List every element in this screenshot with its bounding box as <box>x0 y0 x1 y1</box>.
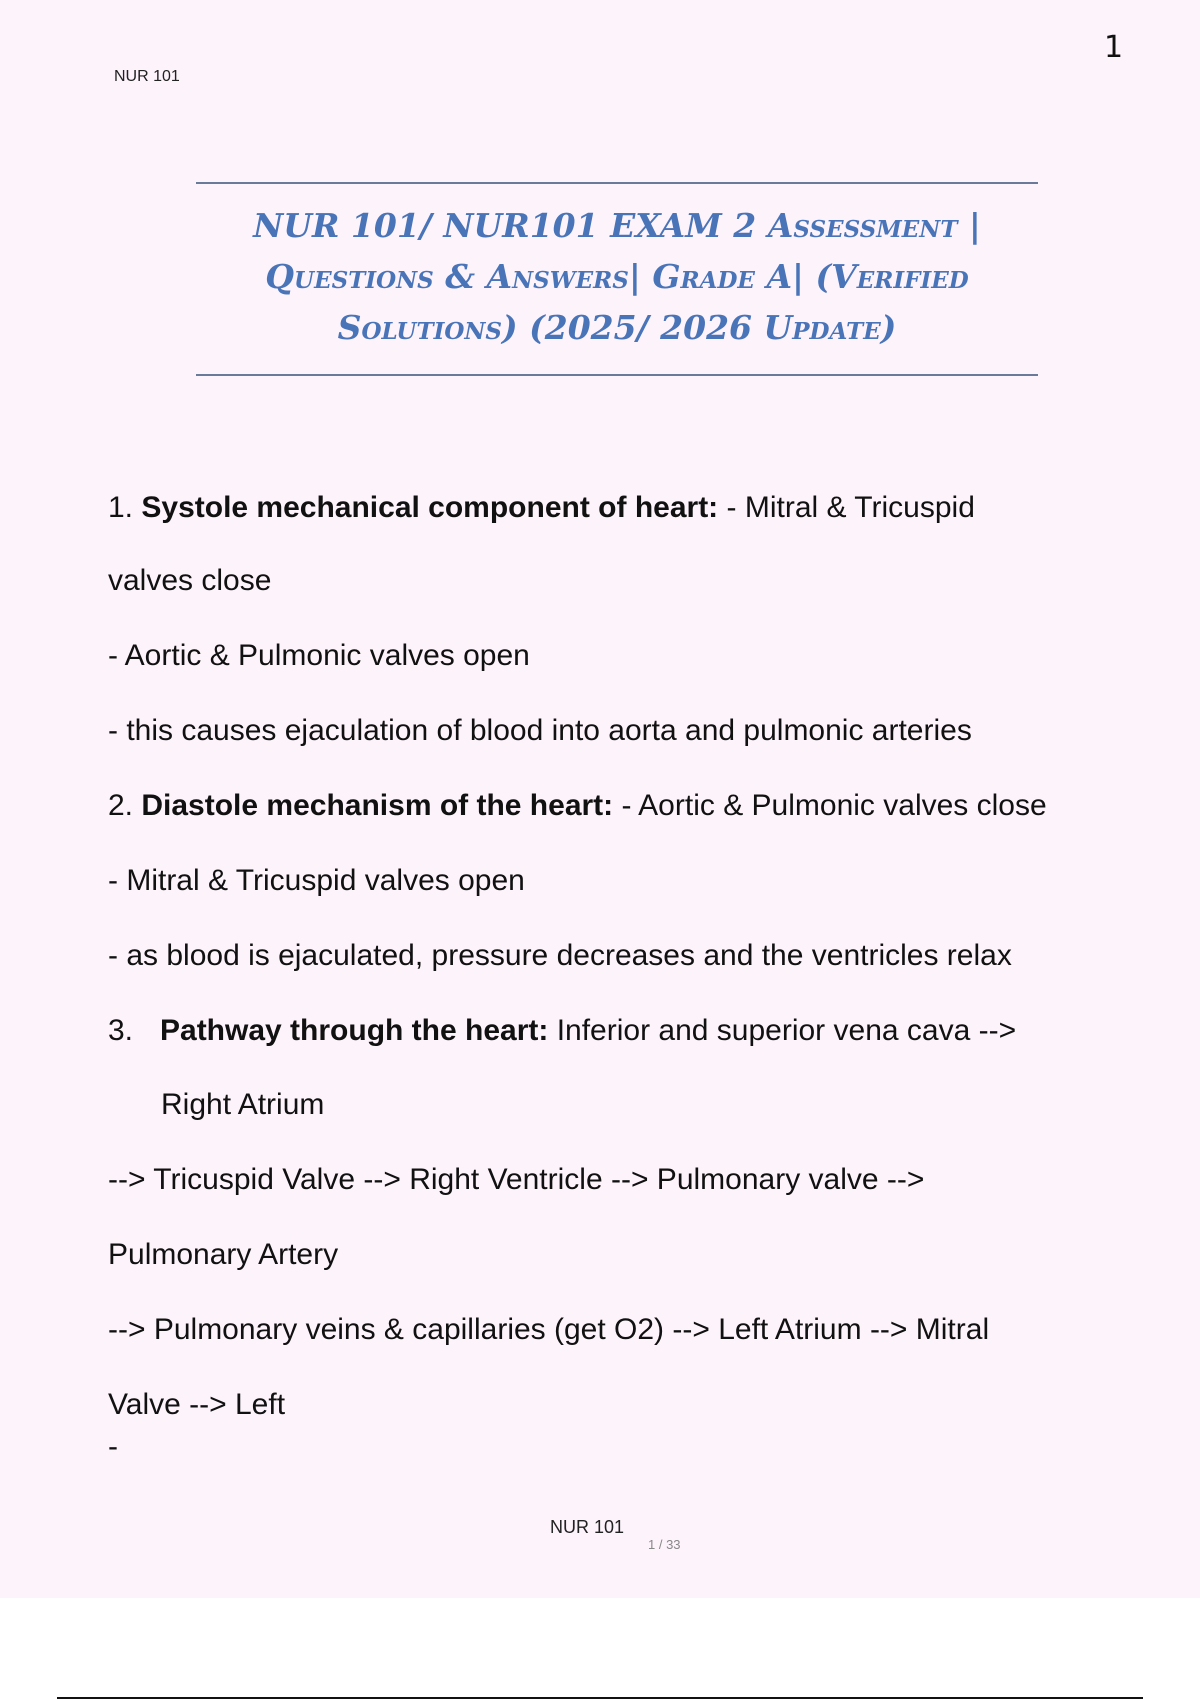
item-2-line: - Mitral & Tricuspid valves open <box>108 864 525 897</box>
item-3-line: Valve --> Left <box>108 1388 286 1421</box>
item-3-line: Pulmonary Artery <box>108 1238 339 1271</box>
item-2-line: - as blood is ejaculated, pressure decreases and the ventricles relax <box>108 939 1012 972</box>
item-term: Pathway through the heart: <box>160 1014 549 1047</box>
title-bottom-rule <box>196 374 1038 376</box>
page-number: 1 <box>1104 30 1124 65</box>
item-term: Diastole mechanism of the heart: <box>141 789 614 822</box>
item-number: 1. <box>108 491 134 524</box>
footer-course-label: NUR 101 <box>550 1517 625 1537</box>
title-line-1: NUR 101/ NUR101 EXAM 2 Assessment | <box>253 206 981 245</box>
header-course-label: NUR 101 <box>114 68 180 85</box>
title-top-rule <box>196 182 1038 184</box>
item-text: Inferior and superior vena cava --> <box>548 1014 1017 1047</box>
item-number: 2. <box>108 789 134 822</box>
item-1-line: valves close <box>108 564 272 597</box>
item-3-line: Right Atrium <box>161 1088 325 1121</box>
document-title <box>196 200 1038 353</box>
title-line-2: Questions & Answers| Grade A| (Verified <box>265 257 969 296</box>
item-3-line: - <box>108 1430 118 1463</box>
item-term: Systole mechanical component of heart: <box>141 491 719 524</box>
item-1-heading <box>108 491 1168 525</box>
item-3-line: --> Pulmonary veins & capillaries (get O2) --> Left Atrium --> Mitral <box>108 1313 990 1346</box>
item-1-line: - Aortic & Pulmonic valves open <box>108 639 530 672</box>
item-3-line: --> Tricuspid Valve --> Right Ventricle --> Pulmonary valve --> <box>108 1163 925 1196</box>
item-text: - Aortic & Pulmonic valves close <box>613 789 1047 822</box>
item-number: 3. <box>108 1014 134 1047</box>
item-3-heading <box>108 1014 1168 1048</box>
item-text: - Mitral & Tricuspid <box>718 491 975 524</box>
item-2-heading <box>108 789 1168 823</box>
title-line-3: Solutions) (2025/ 2026 Update) <box>337 308 897 347</box>
item-1-line: - this causes ejaculation of blood into aorta and pulmonic arteries <box>108 714 972 747</box>
footer-page-indicator: 1 / 33 <box>648 1537 681 1552</box>
next-page-rule <box>57 1697 1143 1699</box>
